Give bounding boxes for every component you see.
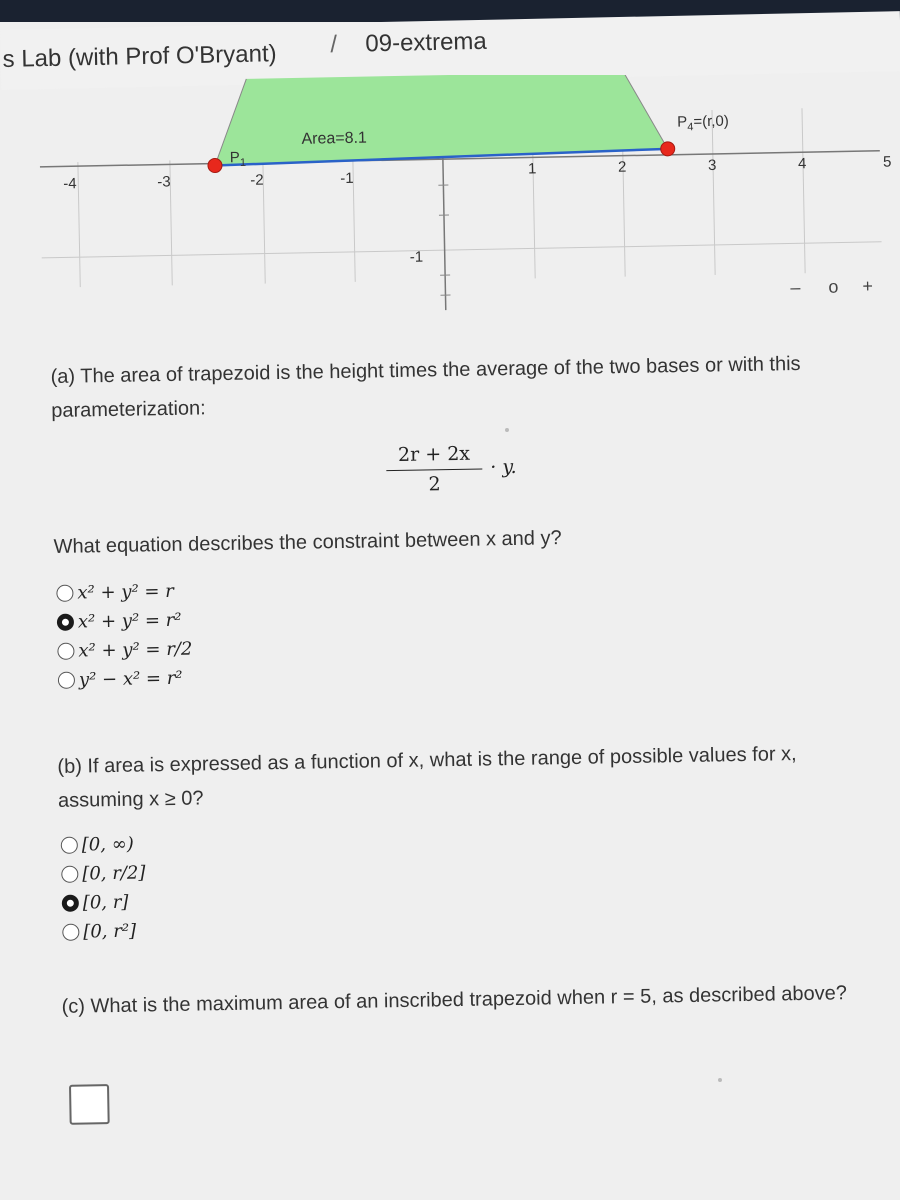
x-tick-label: 2 bbox=[617, 158, 627, 176]
option-row[interactable] bbox=[57, 636, 192, 664]
option-label: x² + y² = r² bbox=[77, 609, 182, 633]
point-p4[interactable] bbox=[661, 142, 675, 156]
breadcrumb-course-link[interactable]: s Lab (with Prof O'Bryant) bbox=[2, 40, 277, 73]
fraction-bar bbox=[386, 468, 482, 471]
option-row[interactable] bbox=[61, 859, 146, 886]
radio-button-selected[interactable] bbox=[62, 894, 79, 911]
area-formula bbox=[382, 441, 563, 504]
x-tick-label: 1 bbox=[527, 160, 537, 178]
radio-button[interactable] bbox=[62, 923, 79, 940]
x-tick-label: -4 bbox=[63, 175, 77, 193]
part-a-text: (a) The area of trapezoid is the height times the average of the two bases or with this parameterization: bbox=[50, 352, 801, 422]
x-tick-label: -3 bbox=[157, 173, 171, 191]
decorative-dot bbox=[718, 1078, 722, 1082]
x-tick-label: 3 bbox=[707, 156, 717, 175]
p4-label: $P_4=(r,0)$ bbox=[677, 112, 729, 134]
radio-button[interactable] bbox=[61, 865, 78, 882]
zoom-in-button[interactable]: + bbox=[862, 275, 874, 297]
area-label: Area=8.1 bbox=[301, 129, 368, 148]
geometry-graph[interactable] bbox=[0, 75, 900, 335]
option-label: [0, r²] bbox=[83, 920, 137, 943]
option-row[interactable] bbox=[62, 917, 147, 944]
radio-button[interactable] bbox=[56, 584, 73, 601]
option-row[interactable] bbox=[57, 607, 192, 635]
option-label: x² + y² = r/2 bbox=[78, 638, 193, 662]
breadcrumb-page-title: 09-extrema bbox=[365, 27, 488, 58]
p1-label: $P_1$ bbox=[229, 149, 247, 170]
point-p1[interactable] bbox=[208, 158, 222, 172]
answer-input[interactable] bbox=[69, 1084, 110, 1125]
option-label: [0, r] bbox=[82, 891, 129, 914]
formula-denominator: 2 bbox=[428, 473, 441, 496]
part-a-question: What equation describes the constraint between x and y? bbox=[53, 527, 562, 558]
part-b-options bbox=[61, 830, 147, 947]
decorative-dot bbox=[505, 428, 509, 432]
part-c-question: (c) What is the maximum area of an inscribed trapezoid when r = 5, as described above? bbox=[61, 982, 848, 1018]
option-label: [0, ∞) bbox=[81, 833, 134, 856]
x-tick-label: 4 bbox=[797, 155, 807, 173]
x-tick-label: -1 bbox=[340, 169, 354, 188]
option-row[interactable] bbox=[56, 578, 191, 606]
option-row[interactable] bbox=[58, 665, 193, 693]
radio-button[interactable] bbox=[58, 671, 75, 688]
radio-button[interactable] bbox=[57, 642, 74, 659]
zoom-reset-button[interactable]: o bbox=[828, 276, 839, 297]
part-a-options bbox=[56, 578, 193, 696]
formula-tail: · y. bbox=[490, 455, 517, 479]
y-tick-label: -1 bbox=[409, 248, 424, 266]
breadcrumb-separator: / bbox=[330, 30, 338, 59]
zoom-out-button[interactable]: – bbox=[790, 277, 801, 298]
x-tick-label: -2 bbox=[250, 171, 264, 189]
option-label: x² + y² = r bbox=[77, 580, 175, 604]
option-label: y² − x² = r² bbox=[78, 667, 183, 691]
option-row[interactable] bbox=[61, 830, 146, 857]
option-label: [0, r/2] bbox=[82, 861, 146, 885]
radio-button-selected[interactable] bbox=[57, 613, 74, 630]
option-row[interactable] bbox=[62, 888, 147, 915]
radio-button[interactable] bbox=[61, 836, 78, 853]
part-b-question: (b) If area is expressed as a function of x, what is the range of possible values for x, assuming x ≥ 0? bbox=[57, 743, 797, 812]
formula-numerator: 2r + 2x bbox=[397, 442, 471, 466]
x-tick-label: 5 bbox=[882, 153, 892, 171]
